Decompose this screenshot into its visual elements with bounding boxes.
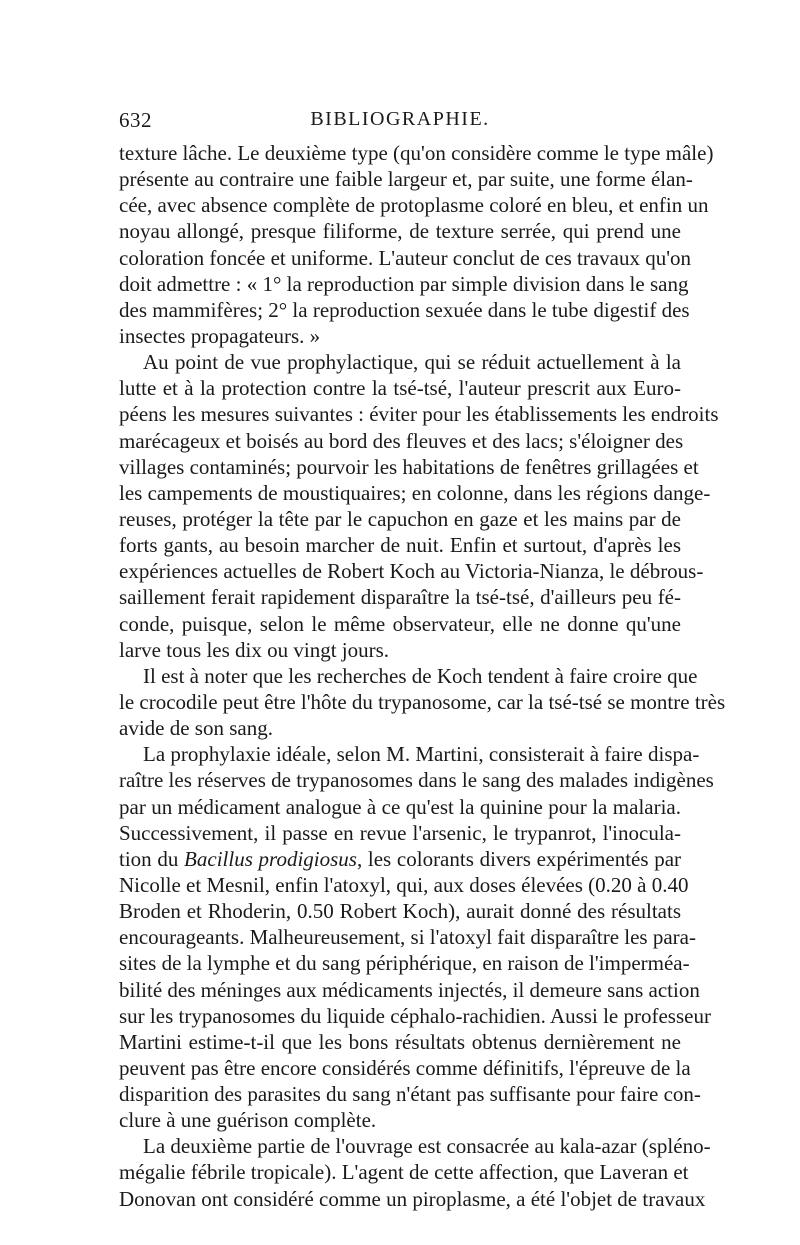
- text-line: clure à une guérison complète.: [119, 1108, 377, 1133]
- text-line: Broden et Rhoderin, 0.50 Robert Koch), aurait donné des résultats: [119, 899, 681, 924]
- text-line: les campements de moustiquaires; en colonne, dans les régions dange-: [119, 480, 711, 505]
- text-line: Nicolle et Mesnil, enfin l'atoxyl, qui, aux doses élevées (0.20 à 0.40: [119, 872, 689, 897]
- text-line: expériences actuelles de Robert Koch au Victoria-Nianza, le débrous-: [119, 559, 704, 584]
- text-line: des mammifères; 2° la reproduction sexuée dans le tube digestif des: [119, 297, 690, 322]
- text-line: avide de son sang.: [119, 716, 273, 741]
- text-line: coloration foncée et uniforme. L'auteur conclut de ces travaux qu'on: [119, 245, 692, 270]
- text-line: doit admettre : « 1° la reproduction par simple division dans le sang: [119, 271, 689, 296]
- running-head: BIBLIOGRAPHIE.: [310, 108, 490, 130]
- text-line: sur les trypanosomes du liquide céphalo-rachidien. Aussi le professeur: [119, 1003, 711, 1028]
- text-line: encourageants. Malheureusement, si l'atoxyl fait disparaître les para-: [119, 925, 696, 950]
- text-line: Au point de vue prophylactique, qui se réduit actuellement à la: [143, 350, 681, 375]
- text-line: Il est à noter que les recherches de Koch tendent à faire croire que: [143, 663, 698, 688]
- text-line: saillement ferait rapidement disparaître la tsé-tsé, d'ailleurs peu fé-: [119, 585, 681, 610]
- text-line: présente au contraire une faible largeur et, par suite, une forme élan-: [119, 167, 693, 192]
- text-line: Donovan ont considéré comme un piroplasme, a été l'objet de travaux: [119, 1186, 706, 1211]
- page-number: 632: [119, 108, 152, 132]
- body-text: [119, 140, 726, 1212]
- text-line: villages contaminés; pourvoir les habitations de fenêtres grillagées et: [119, 454, 699, 479]
- text-line: cée, avec absence complète de protoplasme coloré en bleu, et enfin un: [119, 193, 709, 218]
- text-line: raître les réserves de trypanosomes dans le sang des malades indigènes: [119, 768, 714, 793]
- species-name: Bacillus prodigiosus: [184, 846, 357, 871]
- text-line: Successivement, il passe en revue l'arsenic, le trypanrot, l'inocula-: [119, 820, 681, 845]
- text-line: péens les mesures suivantes : éviter pour les établissements les endroits: [119, 402, 719, 427]
- text-line: larve tous les dix ou vingt jours.: [119, 637, 390, 662]
- text-line: peuvent pas être encore considérés comme définitifs, l'épreuve de la: [119, 1055, 691, 1080]
- page-header: [119, 108, 681, 138]
- text-line: bilité des méninges aux médicaments injectés, il demeure sans action: [119, 977, 700, 1002]
- text-line: noyau allongé, presque filiforme, de texture serrée, qui prend une: [119, 219, 681, 244]
- text-line: texture lâche. Le deuxième type (qu'on considère comme le type mâle): [119, 141, 714, 165]
- text-line: La deuxième partie de l'ouvrage est consacrée au kala-azar (spléno-: [143, 1134, 711, 1159]
- text-line: insectes propagateurs. »: [119, 323, 321, 348]
- text-line: lutte et à la protection contre la tsé-tsé, l'auteur prescrit aux Euro-: [119, 376, 681, 401]
- text-line: Martini estime-t-il que les bons résultats obtenus dernièrement ne: [119, 1029, 681, 1054]
- text-line: mégalie fébrile tropicale). L'agent de cette affection, que Laveran et: [119, 1160, 689, 1185]
- text-line: disparition des parasites du sang n'étant pas suffisante pour faire con-: [119, 1082, 701, 1107]
- text-line: tion du Bacillus prodigiosus, les colorants divers expérimentés par: [119, 846, 682, 871]
- text-line: forts gants, au besoin marcher de nuit. Enfin et surtout, d'après les: [119, 533, 681, 558]
- text-line: La prophylaxie idéale, selon M. Martini, consisterait à faire dispa-: [143, 742, 700, 767]
- text-line: reuses, protéger la tête par le capuchon en gaze et les mains par de: [119, 506, 681, 531]
- text-line: le crocodile peut être l'hôte du trypanosome, car la tsé-tsé se montre très: [119, 689, 726, 714]
- text-line: par un médicament analogue à ce qu'est la quinine pour la malaria.: [119, 794, 681, 819]
- text-line: sites de la lymphe et du sang périphérique, en raison de l'imperméa-: [119, 951, 690, 976]
- text-line: conde, puisque, selon le même observateur, elle ne donne qu'une: [119, 611, 681, 636]
- text-line: marécageux et boisés au bord des fleuves et des lacs; s'éloigner des: [119, 428, 684, 453]
